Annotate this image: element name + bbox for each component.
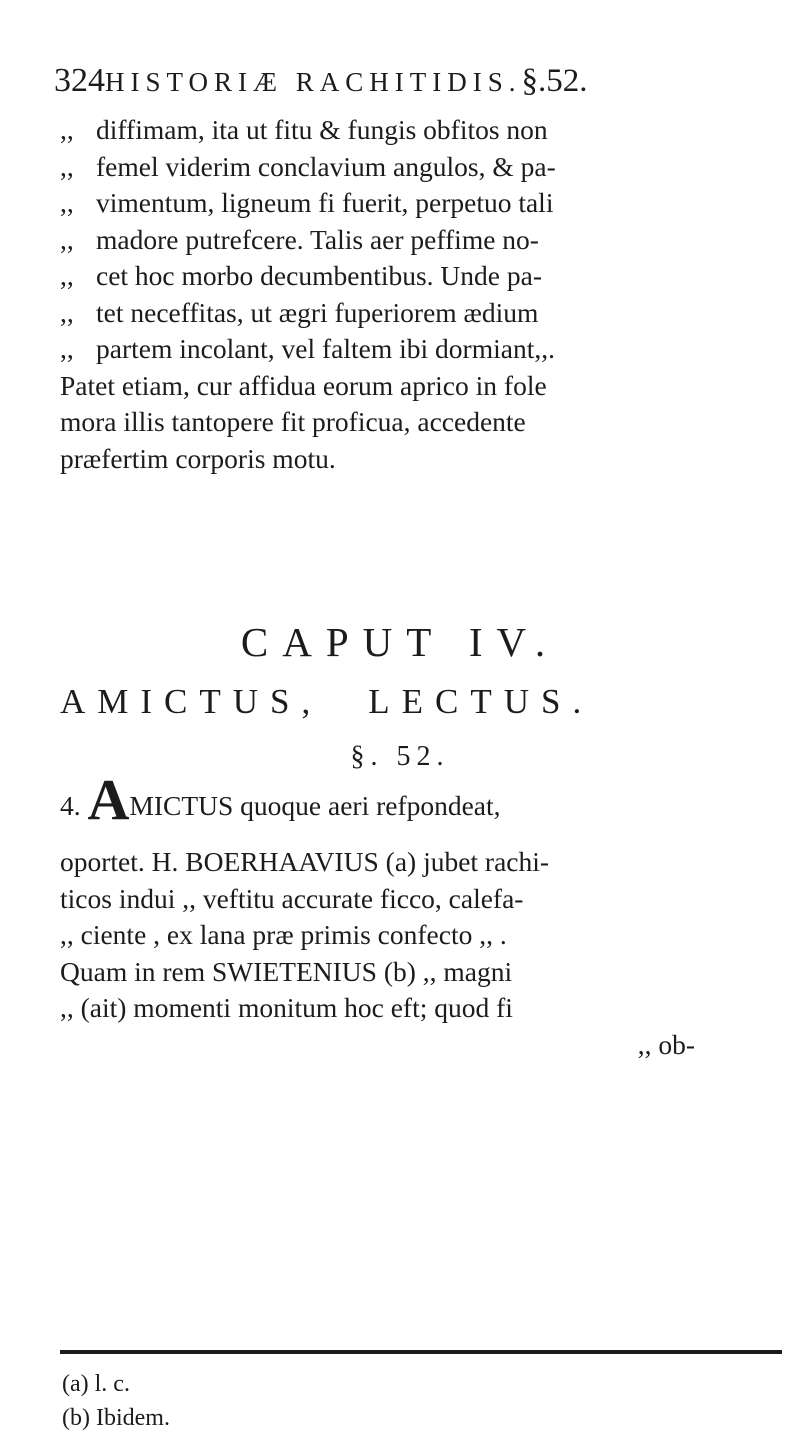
text-line <box>60 258 775 295</box>
text-line <box>60 185 775 222</box>
page-number: 324 <box>54 62 105 99</box>
text-line: Quam in rem SWIETENIUS (b) ,, magni <box>60 955 513 987</box>
section-number: §. 52. <box>350 741 450 772</box>
line-text: præfertim corporis motu. <box>60 442 336 474</box>
line-text: mora illis tantopere fit proficua, accedente <box>60 406 526 437</box>
line-text: femel viderim conclavium angulos, & pa- <box>96 150 556 182</box>
text-line: ticos indui ,, veftitu accurate ficco, calefa- <box>60 882 524 914</box>
page-header <box>54 62 588 100</box>
line-text: tet neceffitas, ut ægri fuperiorem ædium <box>96 296 539 328</box>
text-line <box>60 368 775 405</box>
footnote-a: (a) l. c. <box>62 1371 130 1397</box>
text-line: oportet. H. BOERHAAVIUS (a) jubet rachi- <box>60 846 550 877</box>
chapter-subtitle <box>60 682 780 722</box>
text-line <box>60 331 775 368</box>
text-line <box>60 112 775 149</box>
quote-mark: ,, <box>60 296 74 328</box>
line-text: diffimam, ita ut fitu & fungis obfitos non <box>96 114 548 145</box>
paragraph-number: 4. <box>60 790 81 821</box>
paragraph-first-line <box>60 767 775 832</box>
line-text: madore putrefcere. Talis aer peffime no- <box>96 223 539 255</box>
running-title: HISTORIÆ RACHITIDIS. <box>105 67 522 97</box>
subtitle-right: LECTUS. <box>368 682 594 721</box>
footnote-rule <box>60 1350 782 1354</box>
quote-mark: ,, <box>60 150 74 182</box>
footnote-b: (b) Ibidem. <box>62 1405 170 1431</box>
text-line: ,, (ait) momenti monitum hoc eft; quod fi <box>60 992 513 1023</box>
line-text: cet hoc morbo decumbentibus. Unde pa- <box>96 260 542 291</box>
header-section: §.52. <box>521 63 588 99</box>
text-line: ,, ciente , ex lana præ primis confecto ,, . <box>60 919 507 950</box>
footnotes <box>62 1367 170 1435</box>
paragraph-body <box>60 844 775 1063</box>
catchword: ,, ob- <box>637 1028 695 1060</box>
text-line <box>60 404 775 441</box>
text-line <box>60 295 775 332</box>
chapter-heading: CAPUT IV. <box>240 619 560 665</box>
quote-mark: ,, <box>60 223 74 255</box>
text-line <box>60 222 775 259</box>
quote-mark: ,, <box>60 187 74 218</box>
paragraph-continuation <box>60 112 775 477</box>
text-line <box>60 441 775 478</box>
quote-mark: ,, <box>60 260 74 291</box>
line-text: partem incolant, vel faltem ibi dormiant,,. <box>96 333 555 364</box>
first-line-rest: MICTUS quoque aeri refpondeat, <box>129 790 501 821</box>
line-text: Patet etiam, cur affidua eorum aprico in fole <box>60 369 547 401</box>
text-line <box>60 149 775 186</box>
quote-mark: ,, <box>60 333 74 364</box>
quote-mark: ,, <box>60 114 74 145</box>
line-text: vimentum, ligneum fi fuerit, perpetuo tali <box>96 187 554 218</box>
subtitle-left: AMICTUS, <box>60 682 323 721</box>
drop-capital: A <box>87 767 130 832</box>
